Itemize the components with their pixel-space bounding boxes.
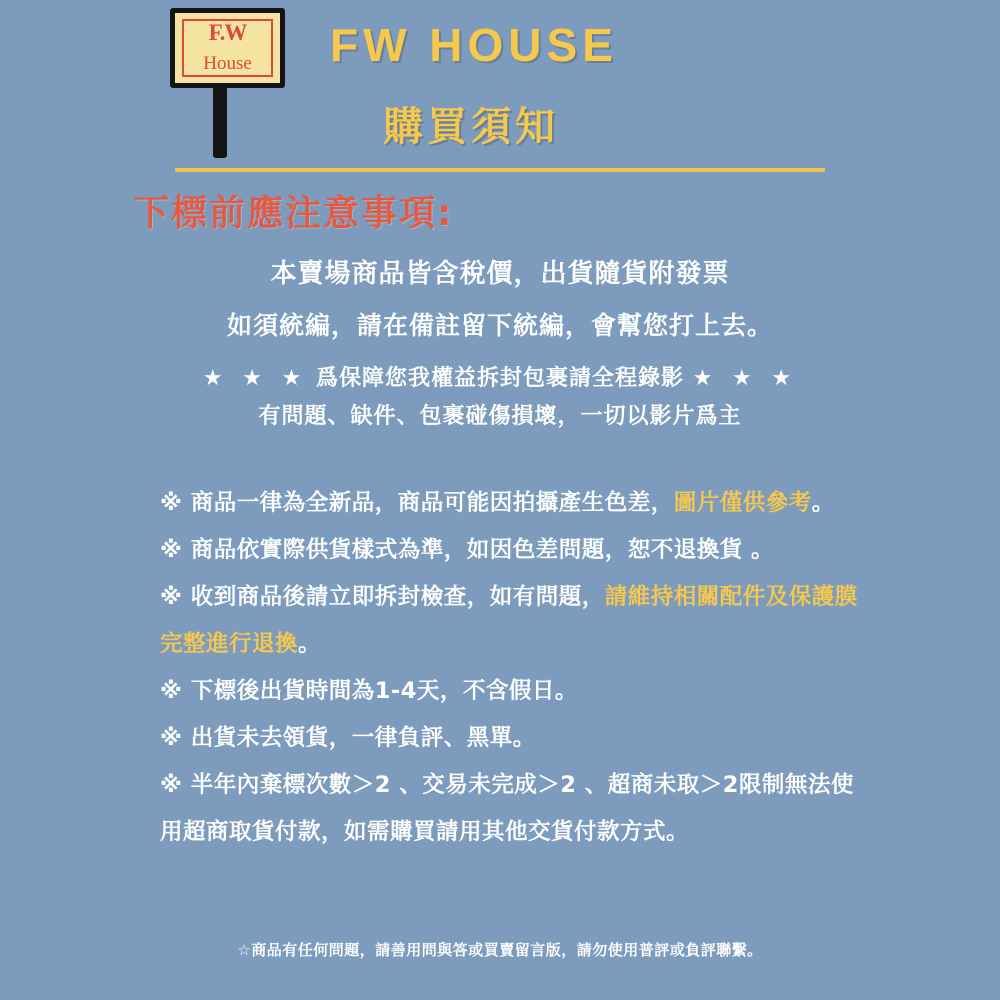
notice-heading: 下標前應注意事項: xyxy=(133,193,454,234)
star-left-icon: ★ ★ ★ xyxy=(202,366,308,391)
rule-text-5: 出貨未去領貨，一律負評、黑單。 xyxy=(190,725,536,751)
intro-line-1: 本賣場商品皆含稅價，出貨隨貨附發票 xyxy=(270,259,730,289)
recording-notice-text: 爲保障您我權益拆封包裹請全程錄影 xyxy=(315,366,684,391)
rule-item-3 xyxy=(160,574,870,668)
rule-marker-1: ※ xyxy=(160,490,183,516)
rule-text-after-3: 。 xyxy=(298,631,322,657)
rule-marker-3: ※ xyxy=(160,584,183,610)
rule-highlight-3: 請維持相關配件及保護膜完整進行退換 xyxy=(160,584,858,657)
sign-post xyxy=(213,86,227,158)
rule-text-1: 商品一律為全新品，商品可能因拍攝產生色差， xyxy=(190,490,674,516)
rule-text-4: 下標後出貨時間為1-4天，不含假日。 xyxy=(190,678,578,704)
rule-text-after-1: 。 xyxy=(811,490,835,516)
intro-block xyxy=(0,248,1000,352)
footer-note: ☆商品有任何問題，請善用問與答或買賣留言版，請勿使用普評或負評聯繫。 xyxy=(237,941,763,959)
fw-house-sign-logo xyxy=(170,8,290,163)
rules-list xyxy=(160,480,870,856)
rule-item-5 xyxy=(160,715,870,762)
sign-fw-text: F.W xyxy=(208,20,247,45)
page-subtitle: 購買須知 xyxy=(383,104,559,150)
rule-marker-4: ※ xyxy=(160,678,183,704)
recording-notice-main xyxy=(0,360,1000,398)
rule-item-1 xyxy=(160,480,870,527)
recording-notice xyxy=(0,360,1000,436)
rule-marker-5: ※ xyxy=(160,725,183,751)
header-divider xyxy=(175,168,825,172)
intro-line-2: 如須統編，請在備註留下統編，會幫您打上去。 xyxy=(226,311,773,340)
rule-highlight-1: 圖片僅供參考 xyxy=(673,490,812,516)
rule-item-2 xyxy=(160,527,870,574)
rule-item-4 xyxy=(160,668,870,715)
sign-board xyxy=(170,8,285,88)
recording-notice-sub: 有問題、缺件、包裹碰傷損壞，一切以影片爲主 xyxy=(258,404,742,429)
star-right-icon: ★ ★ ★ xyxy=(692,366,798,391)
page-header xyxy=(0,0,1000,170)
rule-marker-6: ※ xyxy=(160,772,183,798)
rule-marker-2: ※ xyxy=(160,537,183,563)
rule-text-2: 商品依實際供貨樣式為準，如因色差問題，恕不退換貨 。 xyxy=(190,537,775,563)
rule-item-6 xyxy=(160,762,870,856)
sign-house-text: House xyxy=(203,53,252,74)
rule-text-6: 半年內棄標次數＞2 、交易未完成＞2 、超商未取＞2限制無法使用超商取貨付款，如需購買請用其他交貨付款方式。 xyxy=(160,772,854,845)
rule-text-3: 收到商品後請立即拆封檢查，如有問題， xyxy=(190,584,605,610)
brand-title: FW HOUSE xyxy=(330,19,618,71)
